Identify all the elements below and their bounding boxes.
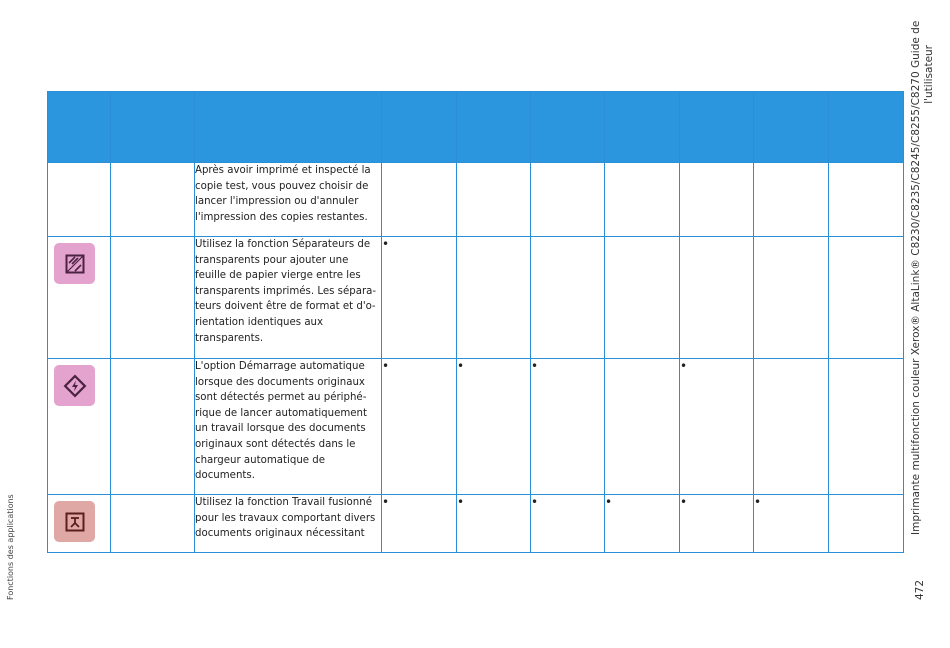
document-title <box>910 20 936 535</box>
support-mark <box>605 163 680 237</box>
transparency-separators-icon <box>54 243 95 284</box>
header-cell <box>382 92 457 163</box>
support-mark <box>754 163 829 237</box>
icon-cell <box>48 359 111 495</box>
empty-cell <box>111 359 195 495</box>
page-number: 472 <box>914 579 926 600</box>
support-mark: • <box>382 237 457 359</box>
support-mark: • <box>680 359 754 495</box>
empty-cell <box>111 237 195 359</box>
table-header-row <box>48 92 904 163</box>
description-cell: Utilisez la fonction Séparateurs de transparents pour ajouter une feuille de papier vierge entre les transparents imprimés. Les séparateurs doivent être de format et d'orientation identiques aux transparents. <box>195 237 382 359</box>
icon-cell <box>48 163 111 237</box>
description-cell: Après avoir imprimé et inspecté la copie test, vous pouvez choisir de lancer l'impression ou d'annuler l'impression des copies restantes. <box>195 163 382 237</box>
empty-cell <box>111 495 195 553</box>
build-job-icon <box>54 501 95 542</box>
table-row <box>48 237 904 359</box>
document-title-line-2: l'utilisateur <box>923 45 935 104</box>
icon-cell <box>48 495 111 553</box>
support-mark <box>829 495 904 553</box>
table-row <box>48 163 904 237</box>
description-cell: L'option Démarrage automatique lorsque des documents originaux sont détectés permet au périphérique de lancer automatiquement un travail lorsque des documents originaux sont détectés dans le chargeur automatique de documents. <box>195 359 382 495</box>
icon-cell <box>48 237 111 359</box>
header-cell <box>195 92 382 163</box>
support-mark: • <box>382 495 457 553</box>
support-mark <box>754 237 829 359</box>
auto-start-icon <box>54 365 95 406</box>
support-mark <box>382 163 457 237</box>
empty-cell <box>111 163 195 237</box>
support-mark: • <box>457 359 531 495</box>
support-mark <box>829 163 904 237</box>
header-cell <box>680 92 754 163</box>
support-mark <box>605 359 680 495</box>
support-mark <box>680 163 754 237</box>
support-mark <box>829 237 904 359</box>
document-title-line-1: Imprimante multifonction couleur Xerox® AltaLink® C8230/C8235/C8245/C8255/C8270 Guide de <box>910 20 922 535</box>
support-mark <box>829 359 904 495</box>
support-mark: • <box>382 359 457 495</box>
table-row <box>48 359 904 495</box>
description-cell: Utilisez la fonction Travail fusionné pour les travaux comportant divers documents originaux nécessitant <box>195 495 382 553</box>
header-cell <box>111 92 195 163</box>
support-mark <box>531 163 605 237</box>
support-mark <box>457 237 531 359</box>
header-cell <box>531 92 605 163</box>
support-mark: • <box>531 359 605 495</box>
table-row <box>48 495 904 553</box>
support-mark <box>531 237 605 359</box>
header-cell <box>457 92 531 163</box>
support-mark <box>680 237 754 359</box>
header-cell <box>605 92 680 163</box>
support-mark: • <box>754 495 829 553</box>
header-cell <box>754 92 829 163</box>
header-cell <box>829 92 904 163</box>
support-mark: • <box>605 495 680 553</box>
section-label: Fonctions des applications <box>6 494 15 600</box>
support-mark: • <box>531 495 605 553</box>
support-mark: • <box>680 495 754 553</box>
support-mark <box>605 237 680 359</box>
header-cell <box>48 92 111 163</box>
support-mark <box>457 163 531 237</box>
features-table <box>47 91 904 553</box>
support-mark: • <box>457 495 531 553</box>
support-mark <box>754 359 829 495</box>
